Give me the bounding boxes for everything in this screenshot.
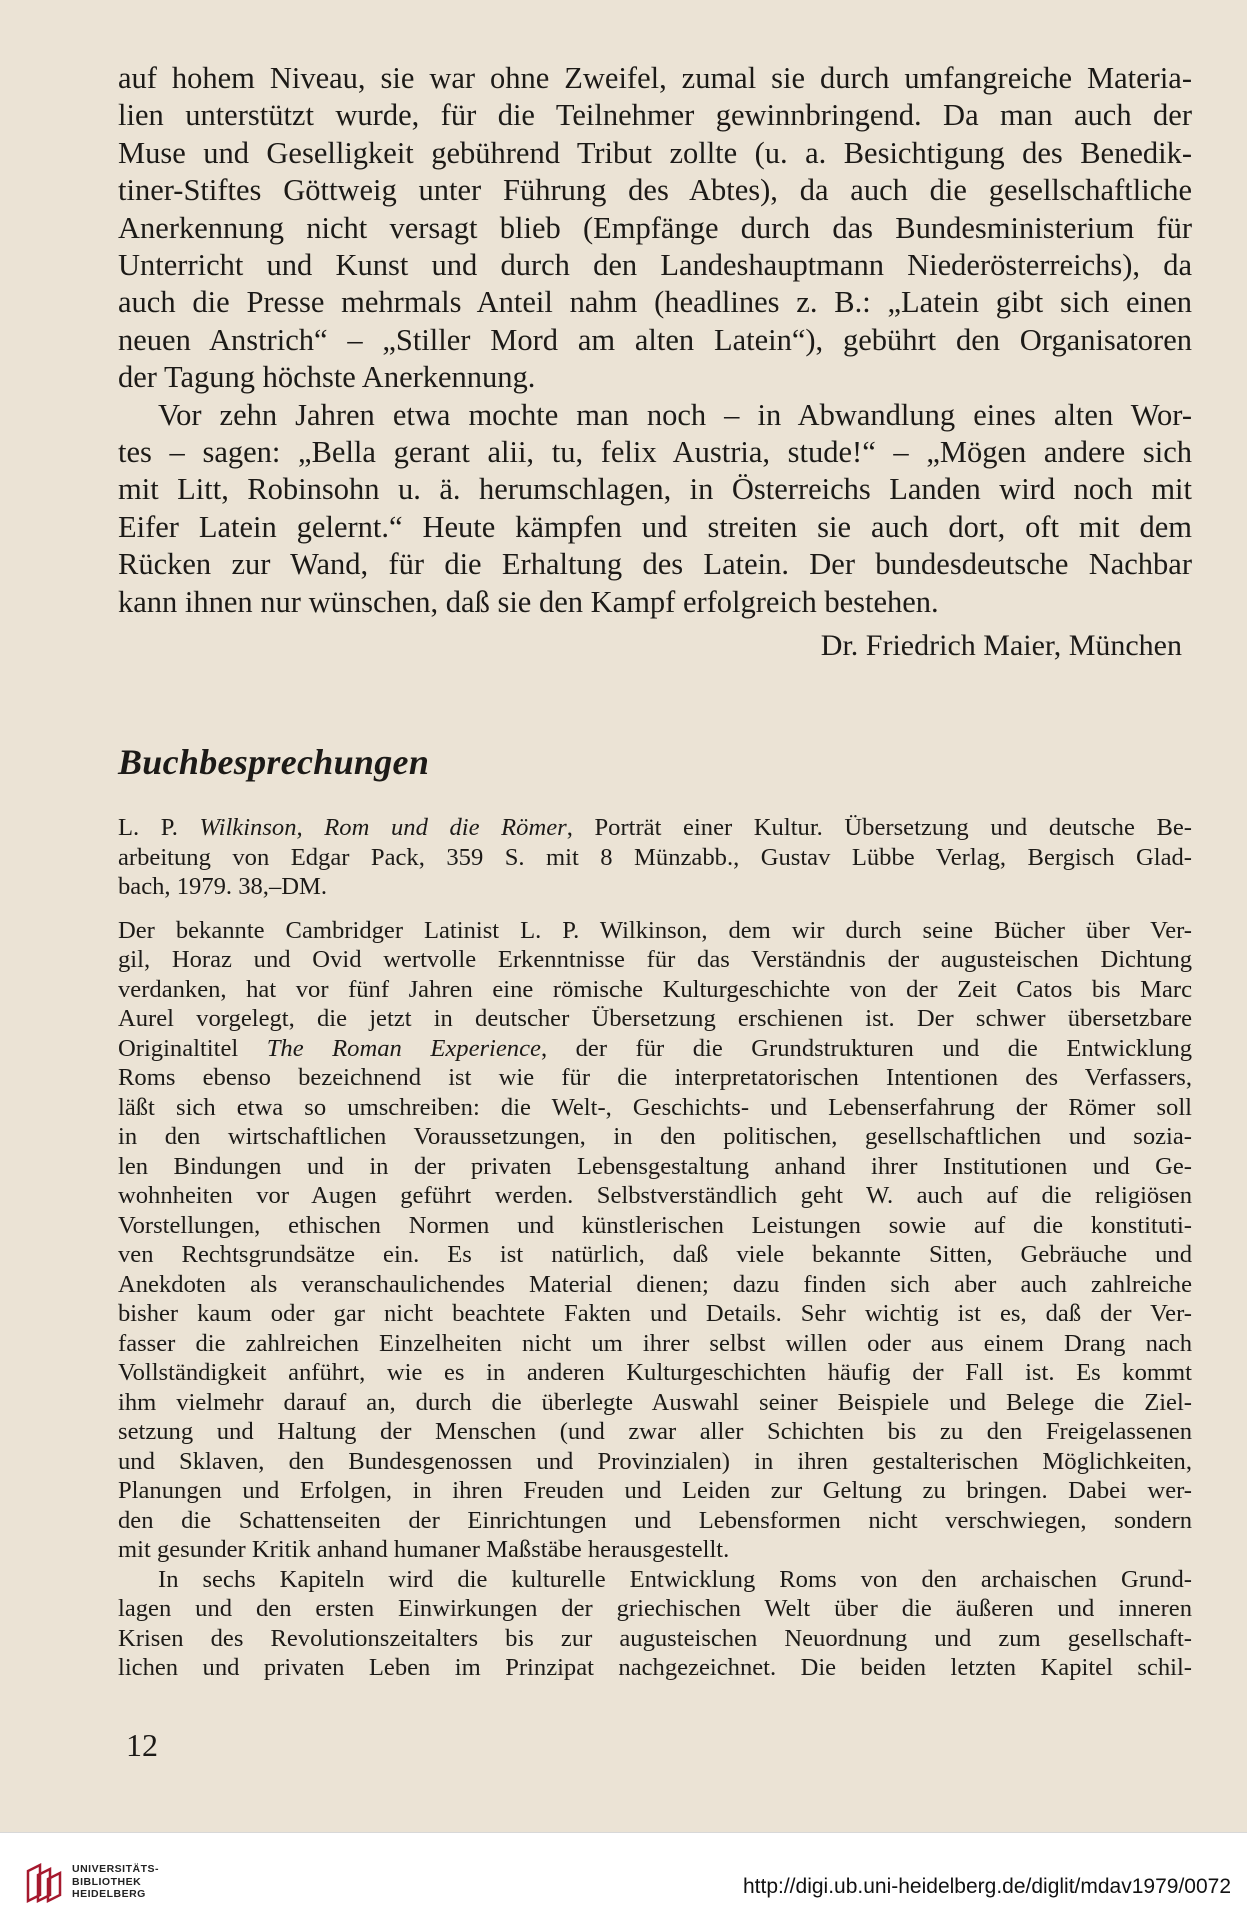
source-url-link[interactable]: http://digi.ub.uni-heidelberg.de/diglit/mdav1979/0072 [742,1875,1231,1898]
text-line: bach, 1979. 38,–DM. [118,873,328,901]
author-signature: Dr. Friedrich Maier, München [820,629,1182,663]
original-title: The Roman Experience [266,1034,541,1062]
text-line: auch die Presse mehrmals Anteil nahm (headlines z. B.: „Latein gibt sich einen [118,285,1192,320]
text-line: den die Schattenseiten der Einrichtungen und Lebensformen nicht verschwiegen, sondern [118,1506,1192,1534]
logo-line: BIBLIOTHEK [72,1875,142,1888]
text-line: ven Rechtsgrundsätze ein. Es ist natürlich, daß viele bekannte Sitten, Gebräuche und [118,1241,1192,1269]
citation-prefix: L. P. [118,814,200,842]
text-line: Anerkennung nicht versagt blieb (Empfänge durch das Bundesministerium für [118,210,1192,245]
library-logo-icon [24,1861,64,1905]
text-line: fasser die zahlreichen Einzelheiten nicht um ihrer selbst willen oder aus einem Drang nach [118,1329,1192,1357]
text-line: läßt sich etwa so umschreiben: die Welt-, Geschichts- und Lebenserfahrung der Römer soll [118,1093,1192,1121]
text-line: und Sklaven, den Bundesgenossen und Provinzialen) in ihren gestalterischen Möglichkeiten, [118,1447,1192,1475]
text-line: tes – sagen: „Bella gerant alii, tu, felix Austria, stude!“ – „Mögen andere sich [118,435,1192,470]
text-line: in den wirtschaftlichen Voraussetzungen, in den politischen, gesellschaftlichen und sozia- [118,1123,1192,1151]
text-line: auf hohem Niveau, sie war ohne Zweifel, zumal sie durch umfangreiche Materia- [118,61,1192,95]
text-line: Aurel vorgelegt, die jetzt in deutscher Übersetzung erschienen ist. Der schwer übersetzbare [118,1005,1192,1033]
text-line: Muse und Geselligkeit gebührend Tribut zollte (u. a. Besichtigung des Benedik- [118,135,1192,170]
text-line: Anekdoten als veranschaulichendes Material dienen; dazu finden sich aber auch zahlreiche [118,1270,1192,1298]
text-line: Roms ebenso bezeichnend ist wie für die interpretatorischen Intentionen des Verfassers, [118,1064,1192,1092]
text-line: Der bekannte Cambridger Latinist L. P. Wilkinson, dem wir durch seine Bücher über Ver- [118,916,1192,944]
text-line: Rücken zur Wand, für die Erhaltung des Latein. Der bundesdeutsche Nachbar [118,547,1192,582]
page-number: 12 [126,1727,158,1763]
logo-line: UNIVERSITÄTS- [72,1863,160,1875]
section-title: Buchbesprechungen [118,742,430,783]
paragraph-conclusion [118,397,1192,621]
text-line: verdanken, hat vor fünf Jahren eine römische Kulturgeschichte von der Zeit Catos bis Marc [118,975,1192,1003]
text-line: In sechs Kapiteln wird die kulturelle Entwicklung Roms von den archaischen Grund- [158,1565,1192,1593]
citation-rest: , Porträt einer Kultur. Übersetzung und deutsche Be- [566,814,1192,842]
text-line: Vor zehn Jahren etwa mochte man noch – in Abwandlung eines alten Wor- [158,397,1192,432]
text-line: setzung und Haltung der Menschen (und zwar aller Schichten bis zu den Freigelassenen [118,1418,1192,1446]
text-line [118,1034,1192,1064]
text-line: ihm vielmehr darauf an, durch die überlegte Auswahl seiner Beispiele und Belege die Ziel- [118,1388,1192,1416]
text-fragment: Originaltitel [118,1034,267,1062]
page-content [118,60,1192,1683]
text-line: der Tagung höchste Anerkennung. [118,360,536,395]
book-citation [118,813,1192,902]
text-line: neuen Anstrich“ – „Stiller Mord am alten Latein“), gebührt den Organisatoren [118,322,1192,357]
text-line: mit Litt, Robinsohn u. ä. herumschlagen, in Österreichs Landen wird noch mit [118,472,1192,507]
text-line [118,813,1192,843]
text-line: tiner-Stiftes Göttweig unter Führung des Abtes), da auch die gesellschaftliche [118,173,1192,208]
text-line: Vorstellungen, ethischen Normen und künstlerischen Leistungen sowie auf die konstituti- [118,1211,1192,1239]
text-line: lien unterstützt wurde, für die Teilnehmer gewinnbringend. Da man auch der [118,98,1192,133]
text-line: Eifer Latein gelernt.“ Heute kämpfen und streiten sie auch dort, oft mit dem [118,509,1192,544]
text-line: gil, Horaz und Ovid wertvolle Erkenntnisse für das Verständnis der augusteischen Dichtung [118,946,1192,974]
text-line: Krisen des Revolutionszeitalters bis zur augusteischen Neuordnung und zum gesellschaft- [118,1624,1192,1652]
paragraph-conference-report [118,60,1192,397]
library-logo-text [72,1863,159,1901]
text-line: Unterricht und Kunst und durch den Landeshauptmann Niederösterreichs), da [118,248,1192,283]
text-line: bisher kaum oder gar nicht beachtete Fakten und Details. Sehr wichtig ist es, daß der Ver- [118,1300,1192,1328]
logo-line: HEIDELBERG [72,1888,146,1900]
text-fragment: , der für die Grundstrukturen und die Entwicklung [540,1034,1193,1062]
text-line: arbeitung von Edgar Pack, 359 S. mit 8 Münzabb., Gustav Lübbe Verlag, Bergisch Glad- [118,843,1192,871]
text-line: len Bindungen und in der privaten Lebensgestaltung anhand ihrer Institutionen und Ge- [118,1152,1192,1180]
text-line: lagen und den ersten Einwirkungen der griechischen Welt über die äußeren und inneren [118,1595,1192,1623]
library-footer [0,1832,1247,1930]
text-line: wohnheiten vor Augen geführt werden. Selbstverständlich geht W. auch auf die religiösen [118,1182,1192,1210]
text-line: lichen und privaten Leben im Prinzipat nachgezeichnet. Die beiden letzten Kapitel schil- [118,1654,1192,1682]
text-line: Planungen und Erfolgen, in ihren Freuden und Leiden zur Geltung zu bringen. Dabei wer- [118,1477,1192,1505]
book-title: Wilkinson, Rom und die Römer [199,814,567,842]
text-line: mit gesunder Kritik anhand humaner Maßstäbe herausgestellt. [118,1536,730,1564]
text-line: kann ihnen nur wünschen, daß sie den Kampf erfolgreich bestehen. [118,584,939,619]
text-line: Vollständigkeit anführt, wie es in anderen Kulturgeschichten häufig der Fall ist. Es kommt [118,1359,1192,1387]
book-review [118,916,1192,1683]
